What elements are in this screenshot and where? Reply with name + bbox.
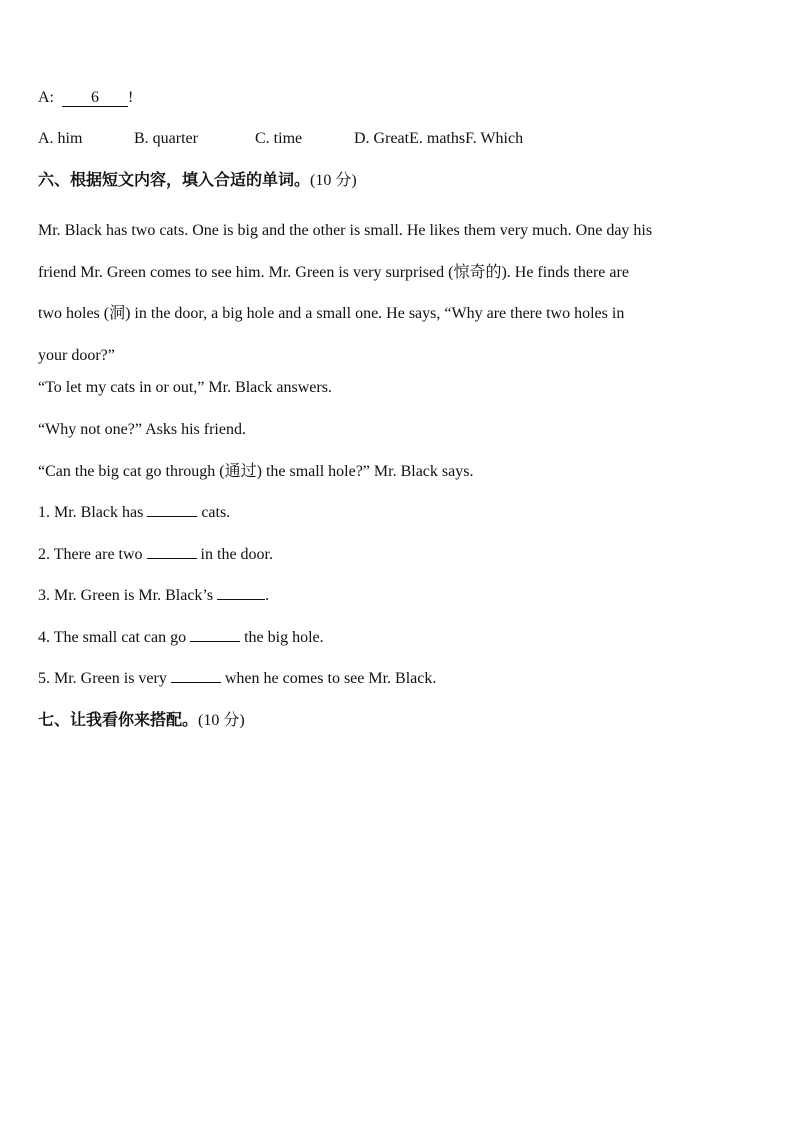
reading-passage (38, 210, 758, 376)
answer-blank-4[interactable] (190, 641, 240, 642)
answer-blank-3[interactable] (217, 599, 265, 600)
answer-blank-5[interactable] (171, 682, 221, 683)
question-5 (38, 669, 436, 689)
question-5-before: 5. Mr. Green is very (38, 670, 171, 687)
dialog-speaker: A: (38, 89, 54, 106)
passage-line-4: your door?” (38, 346, 115, 364)
question-2-before: 2. There are two (38, 546, 147, 563)
options-row (38, 129, 523, 149)
answer-blank-1[interactable] (147, 516, 197, 517)
section-6-score: (10 分) (310, 172, 357, 189)
passage-dialogue-1: “To let my cats in or out,” Mr. Black answers. (38, 379, 332, 396)
section-7-title: 七、让我看你来搭配。 (38, 710, 199, 729)
passage-dialogue-2: “Why not one?” Asks his friend. (38, 421, 246, 438)
passage-line-3: two holes (洞) in the door, a big hole and a small one. He says, “Why are there two holes in (38, 305, 625, 322)
passage-line-2: friend Mr. Green comes to see him. Mr. Green is very surprised (惊奇的). He finds there are (38, 263, 629, 281)
question-4-after: the big hole. (240, 629, 324, 646)
option-d: D. Great (354, 130, 410, 147)
passage-line-1: Mr. Black has two cats. One is big and the other is small. He likes them very much. One day his (38, 222, 653, 239)
question-1-after: cats. (197, 504, 231, 521)
option-b: B. quarter (134, 130, 198, 147)
dialog-blank-6 (62, 90, 128, 107)
option-f: F. Which (465, 130, 524, 147)
question-1-before: 1. Mr. Black has (38, 504, 148, 521)
option-e: E. maths (409, 130, 466, 147)
dialog-line-a (38, 88, 133, 108)
option-c: C. time (255, 130, 303, 147)
section-7-heading (38, 710, 245, 731)
section-6-title: 六、根据短文内容，填入合适的单词。 (38, 170, 311, 189)
question-2-after: in the door. (196, 546, 273, 563)
question-2 (38, 545, 273, 565)
dialog-blank-number: 6 (91, 89, 99, 106)
dialog-end-punct: ! (128, 89, 134, 106)
section-7-score: (10 分) (198, 712, 245, 729)
question-5-after: when he comes to see Mr. Black. (220, 670, 437, 687)
question-4-before: 4. The small cat can go (38, 629, 191, 646)
question-3-after: . (265, 587, 270, 604)
answer-blank-2[interactable] (147, 558, 197, 559)
question-4 (38, 628, 324, 648)
question-3-before: 3. Mr. Green is Mr. Black’s (38, 587, 218, 604)
section-6-heading (38, 170, 357, 191)
question-1 (38, 503, 230, 523)
option-a: A. him (38, 130, 83, 147)
question-3 (38, 586, 269, 606)
passage-dialogue-3: “Can the big cat go through (通过) the small hole?” Mr. Black says. (38, 463, 474, 480)
